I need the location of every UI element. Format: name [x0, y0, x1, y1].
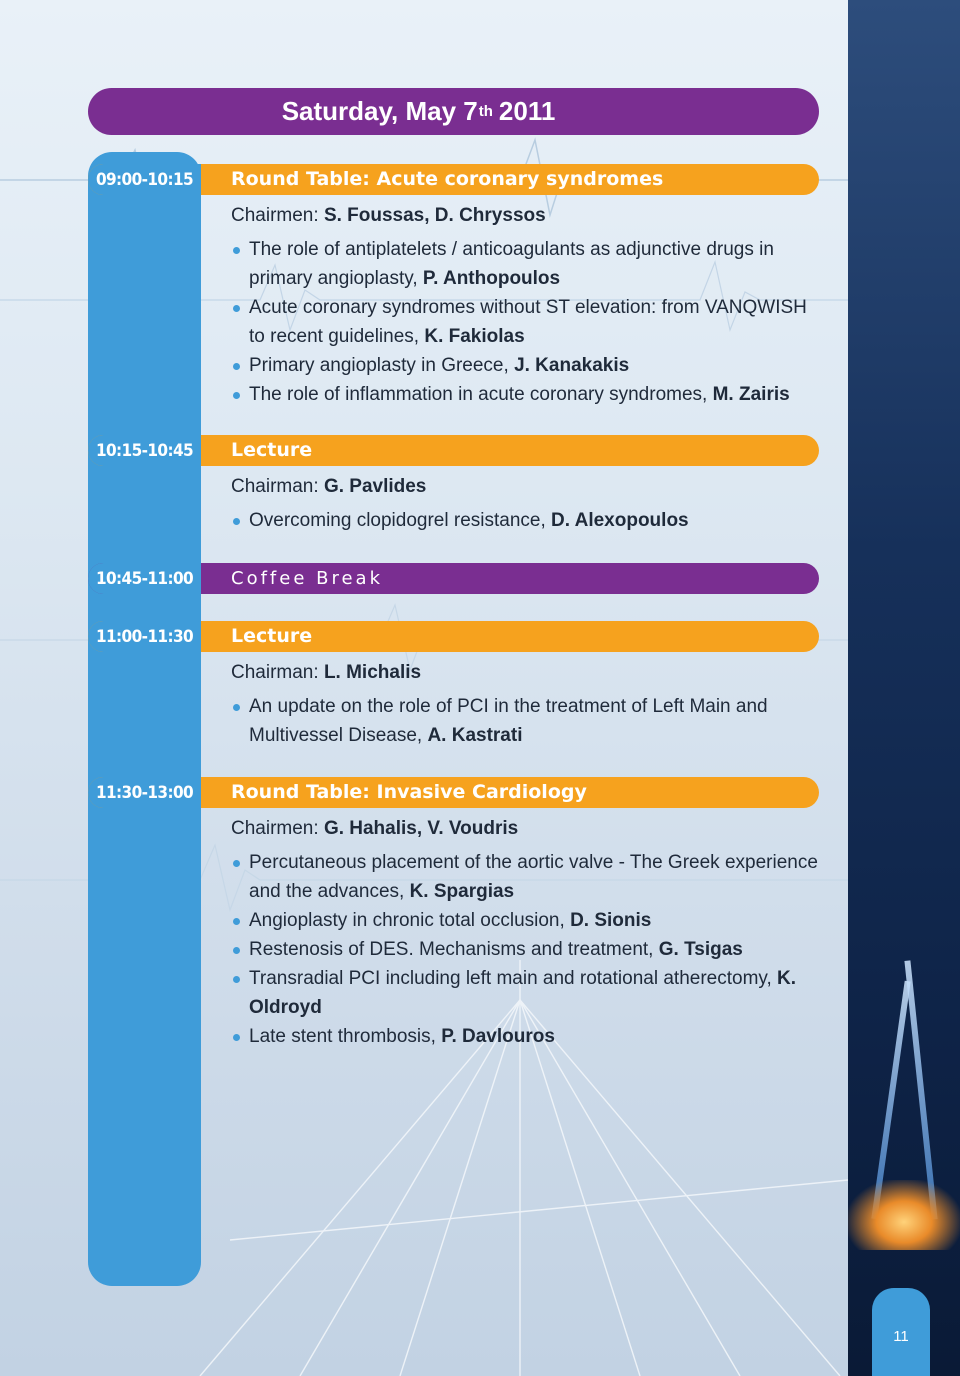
session-chair — [231, 661, 848, 685]
talk-item — [231, 506, 821, 535]
talk-item — [231, 964, 821, 1022]
talk-item — [231, 692, 821, 750]
session-header — [88, 563, 819, 594]
session-block — [88, 563, 848, 594]
session-title: Round Table: Acute coronary syndromes — [231, 168, 664, 190]
chair-label: Chairman: — [231, 476, 319, 497]
talk-list — [231, 506, 821, 535]
session-block — [88, 777, 848, 1051]
talk-title: Angioplasty in chronic total occlusion, — [249, 910, 565, 931]
session-header — [88, 621, 819, 652]
session-header — [88, 777, 819, 808]
talk-item — [231, 1022, 821, 1051]
title-day-suffix: th — [478, 103, 493, 120]
talk-item — [231, 235, 821, 293]
talk-speaker: K. Spargias — [409, 881, 515, 902]
chair-names: G. Hahalis, V. Voudris — [323, 818, 519, 839]
session-title: Lecture — [231, 625, 313, 647]
session-time: 10:45-11:00 — [88, 563, 201, 594]
talk-item — [231, 848, 821, 906]
session-chair — [231, 817, 848, 841]
talk-title: Transradial PCI including left main and rotational atherectomy, — [249, 968, 772, 989]
talk-title: Late stent thrombosis, — [249, 1026, 436, 1047]
talk-speaker: D. Alexopoulos — [551, 510, 689, 531]
talk-speaker: D. Sionis — [570, 910, 652, 931]
session-block — [88, 621, 848, 750]
title-year: 2011 — [498, 96, 556, 126]
session-header — [88, 164, 819, 195]
session-header — [88, 435, 819, 466]
side-photo — [848, 0, 960, 1376]
talk-speaker: P. Anthopoulos — [422, 268, 561, 289]
talk-title: Restenosis of DES. Mechanisms and treatment, — [249, 939, 654, 960]
session-chair — [231, 204, 848, 228]
chair-names: G. Pavlides — [323, 476, 427, 497]
talk-title: Primary angioplasty in Greece, — [249, 355, 509, 376]
talk-item — [231, 380, 849, 409]
chair-label: Chairmen: — [231, 818, 319, 839]
chair-label: Chairman: — [231, 662, 319, 683]
talk-list — [231, 235, 821, 409]
talk-title: Percutaneous placement of the aortic valve - The Greek experience and the advances, — [249, 852, 818, 902]
talk-speaker: K. Fakiolas — [424, 326, 525, 347]
talk-item — [231, 935, 821, 964]
talk-list — [231, 848, 821, 1051]
talk-speaker: J. Kanakakis — [514, 355, 630, 376]
talk-title: An update on the role of PCI in the treatment of Left Main and Multivessel Disease, — [249, 696, 768, 746]
talk-speaker: G. Tsigas — [658, 939, 743, 960]
session-time: 11:30-13:00 — [88, 777, 201, 808]
session-block — [88, 164, 848, 409]
session-block — [88, 435, 848, 535]
session-time: 09:00-10:15 — [88, 164, 201, 195]
session-title: Round Table: Invasive Cardiology — [231, 781, 587, 803]
talk-speaker: K. Oldroyd — [249, 968, 797, 1018]
page-title — [88, 88, 819, 135]
talk-item — [231, 351, 821, 380]
session-title: Coffee Break — [231, 568, 384, 589]
session-time: 11:00-11:30 — [88, 621, 201, 652]
talk-item — [231, 293, 821, 351]
talk-title: The role of antiplatelets / anticoagulants as adjunctive drugs in primary angioplasty, — [249, 239, 774, 289]
talk-title: Overcoming clopidogrel resistance, — [249, 510, 546, 531]
talk-title: The role of inflammation in acute coronary syndromes, — [249, 384, 708, 405]
talk-speaker: M. Zairis — [712, 384, 790, 405]
title-day: Saturday, May 7 — [281, 96, 478, 126]
chair-label: Chairmen: — [231, 205, 319, 226]
talk-title: Acute coronary syndromes without ST elevation: from VANQWISH to recent guidelines, — [249, 297, 807, 347]
session-time: 10:15-10:45 — [88, 435, 201, 466]
session-chair — [231, 475, 848, 499]
talk-item — [231, 906, 821, 935]
chair-names: S. Foussas, D. Chryssos — [323, 205, 546, 226]
talk-speaker: A. Kastrati — [427, 725, 523, 746]
session-title: Lecture — [231, 439, 313, 461]
page-number: 11 — [872, 1288, 930, 1376]
talk-list — [231, 692, 821, 750]
chair-names: L. Michalis — [323, 662, 422, 683]
talk-speaker: P. Davlouros — [441, 1026, 555, 1047]
